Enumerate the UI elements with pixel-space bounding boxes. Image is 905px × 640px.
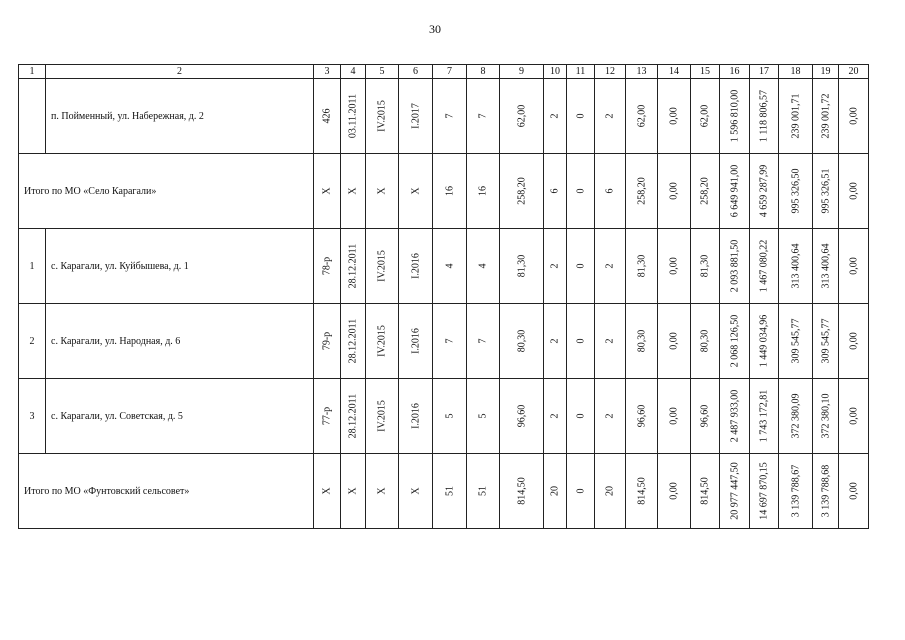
value-text: 239 001,71	[790, 93, 801, 139]
value-cell	[366, 379, 399, 454]
value-text: IV.2015	[376, 250, 388, 282]
value-cell	[813, 379, 839, 454]
value-cell	[720, 379, 750, 454]
value-text: 7	[444, 113, 455, 119]
value-text: 0,00	[668, 407, 680, 425]
value-cell	[433, 154, 467, 229]
value-text: IV.2015	[376, 325, 388, 357]
value-cell	[813, 454, 839, 529]
value-cell	[813, 229, 839, 304]
value-text: 4 659 287,99	[758, 164, 770, 218]
value-text: 0,00	[668, 182, 680, 200]
column-number-cell: 7	[433, 65, 467, 79]
value-text: 2	[604, 113, 616, 119]
row-number: 3	[19, 379, 46, 454]
value-cell	[626, 154, 658, 229]
table-row	[19, 79, 869, 154]
value-cell	[366, 154, 399, 229]
value-text: 0,00	[848, 107, 859, 125]
value-cell	[750, 154, 779, 229]
total-label: Итого по МО «Село Карагали»	[19, 154, 314, 229]
value-cell	[691, 79, 720, 154]
value-cell	[720, 229, 750, 304]
value-cell	[779, 454, 813, 529]
row-number: 1	[19, 229, 46, 304]
address-cell: с. Карагали, ул. Куйбышева, д. 1	[46, 229, 314, 304]
value-cell	[691, 154, 720, 229]
value-cell	[500, 79, 544, 154]
value-cell	[567, 454, 595, 529]
value-cell	[813, 79, 839, 154]
value-cell	[658, 454, 691, 529]
value-cell	[779, 79, 813, 154]
value-text: 0,00	[668, 332, 680, 350]
value-text: 2	[604, 263, 616, 269]
value-cell	[720, 304, 750, 379]
value-text: 2	[604, 338, 616, 344]
column-number-cell: 3	[314, 65, 341, 79]
column-number-cell: 9	[500, 65, 544, 79]
table-row	[19, 304, 869, 379]
value-cell	[314, 154, 341, 229]
value-text: 2 068 126,50	[729, 314, 740, 368]
value-cell	[839, 229, 869, 304]
value-text: 80,30	[516, 329, 527, 353]
value-text: 2	[549, 113, 561, 119]
value-text: 1 118 806,57	[758, 89, 770, 143]
value-text: 0,00	[848, 482, 859, 500]
value-text: 62,00	[516, 104, 527, 128]
value-text: 78-р	[321, 256, 333, 276]
page-number: 30	[429, 22, 441, 36]
value-text: 7	[477, 113, 489, 119]
value-text: Х	[347, 187, 359, 195]
value-text: 0,00	[848, 257, 859, 275]
value-text: 81,30	[636, 254, 647, 278]
value-text: 96,60	[636, 404, 647, 428]
value-text: 2	[549, 263, 561, 269]
column-number-cell: 14	[658, 65, 691, 79]
column-number-cell: 11	[567, 65, 595, 79]
value-text: 239 001,72	[820, 93, 831, 139]
value-cell	[691, 229, 720, 304]
value-text: IV.2015	[376, 100, 388, 132]
value-text: 0,00	[848, 407, 859, 425]
value-text: 3 139 788,67	[790, 464, 801, 518]
value-cell	[595, 79, 626, 154]
value-text: 6	[604, 188, 616, 194]
value-text: 2 093 881,50	[729, 239, 740, 293]
value-cell	[433, 454, 467, 529]
value-text: I.2017	[410, 103, 421, 129]
value-cell	[500, 154, 544, 229]
value-cell	[595, 154, 626, 229]
value-text: 81,30	[699, 254, 711, 278]
column-number-cell: 10	[544, 65, 567, 79]
total-row	[19, 454, 869, 529]
value-text: I.2016	[410, 403, 421, 429]
value-cell	[544, 229, 567, 304]
value-cell	[813, 154, 839, 229]
value-cell	[341, 79, 366, 154]
value-cell	[544, 379, 567, 454]
value-cell	[341, 154, 366, 229]
value-text: 4	[477, 263, 489, 269]
value-text: 258,20	[516, 177, 527, 205]
value-cell	[779, 154, 813, 229]
value-text: 14 697 870,15	[758, 462, 770, 520]
value-cell	[779, 304, 813, 379]
value-text: 313 400,64	[790, 243, 801, 289]
total-row	[19, 154, 869, 229]
value-text: 16	[444, 186, 455, 196]
value-text: 79-р	[321, 331, 333, 351]
value-cell	[366, 454, 399, 529]
value-cell	[658, 154, 691, 229]
value-text: 0,00	[668, 482, 680, 500]
value-cell	[366, 229, 399, 304]
value-text: 309 545,77	[790, 318, 801, 364]
value-cell	[341, 229, 366, 304]
value-text: 0	[575, 188, 586, 194]
value-text: 4	[444, 263, 455, 269]
column-number-row	[19, 65, 869, 79]
value-cell	[658, 229, 691, 304]
table-row	[19, 229, 869, 304]
column-number-cell: 18	[779, 65, 813, 79]
value-cell	[366, 304, 399, 379]
column-number-cell: 2	[46, 65, 314, 79]
value-cell	[658, 379, 691, 454]
value-cell	[750, 454, 779, 529]
column-number-cell: 13	[626, 65, 658, 79]
column-number-cell: 5	[366, 65, 399, 79]
value-cell	[399, 454, 433, 529]
value-text: 80,30	[699, 329, 711, 353]
value-text: 20	[549, 486, 561, 496]
value-text: 0,00	[848, 182, 859, 200]
value-text: 814,50	[516, 477, 527, 505]
value-cell	[626, 454, 658, 529]
value-text: 0	[575, 263, 586, 269]
value-cell	[500, 379, 544, 454]
value-cell	[779, 229, 813, 304]
value-cell	[691, 304, 720, 379]
value-cell	[567, 304, 595, 379]
value-text: 6 649 941,00	[729, 164, 740, 218]
value-cell	[433, 304, 467, 379]
value-cell	[567, 229, 595, 304]
value-cell	[500, 304, 544, 379]
value-text: 62,00	[636, 104, 647, 128]
value-text: 96,60	[516, 404, 527, 428]
address-cell: п. Пойменный, ул. Набережная, д. 2	[46, 79, 314, 154]
value-text: 309 545,77	[820, 318, 831, 364]
value-text: 81,30	[516, 254, 527, 278]
value-text: 258,20	[636, 177, 647, 205]
value-cell	[500, 454, 544, 529]
column-number-cell: 15	[691, 65, 720, 79]
column-number-cell: 4	[341, 65, 366, 79]
value-text: Х	[410, 187, 421, 195]
value-cell	[658, 79, 691, 154]
column-number-cell: 1	[19, 65, 46, 79]
value-text: 1 743 172,81	[758, 389, 770, 443]
value-cell	[341, 304, 366, 379]
value-text: 1 596 810,00	[729, 89, 740, 143]
value-text: I.2016	[410, 253, 421, 279]
value-cell	[750, 229, 779, 304]
value-cell	[567, 79, 595, 154]
value-text: 372 380,10	[820, 393, 831, 439]
value-cell	[433, 379, 467, 454]
value-text: 1 449 034,96	[758, 314, 770, 368]
value-text: 2	[604, 413, 616, 419]
value-text: 0,00	[848, 332, 859, 350]
value-cell	[544, 304, 567, 379]
value-cell	[500, 229, 544, 304]
address-cell: с. Карагали, ул. Народная, д. 6	[46, 304, 314, 379]
value-cell	[595, 229, 626, 304]
column-number-cell: 17	[750, 65, 779, 79]
value-cell	[467, 229, 500, 304]
value-cell	[720, 454, 750, 529]
value-text: Х	[347, 487, 359, 495]
value-cell	[399, 304, 433, 379]
value-text: 426	[321, 108, 333, 124]
value-cell	[567, 154, 595, 229]
value-text: 0,00	[668, 257, 680, 275]
value-cell	[314, 304, 341, 379]
value-text: 995 326,51	[820, 168, 831, 214]
value-text: 0	[575, 338, 586, 344]
value-text: 96,60	[699, 404, 711, 428]
value-text: Х	[410, 487, 421, 495]
value-text: Х	[321, 187, 333, 195]
value-text: 80,30	[636, 329, 647, 353]
value-cell	[839, 304, 869, 379]
value-cell	[314, 454, 341, 529]
value-cell	[567, 379, 595, 454]
value-text: 5	[444, 413, 455, 419]
value-cell	[433, 229, 467, 304]
value-cell	[467, 154, 500, 229]
column-number-cell: 8	[467, 65, 500, 79]
value-cell	[839, 454, 869, 529]
value-text: Х	[376, 187, 388, 195]
value-cell	[467, 379, 500, 454]
value-cell	[626, 379, 658, 454]
value-text: 372 380,09	[790, 393, 801, 439]
value-cell	[595, 379, 626, 454]
value-cell	[467, 304, 500, 379]
column-number-cell: 12	[595, 65, 626, 79]
value-cell	[399, 154, 433, 229]
value-cell	[626, 79, 658, 154]
value-cell	[839, 79, 869, 154]
value-text: 20 977 447,50	[729, 462, 740, 520]
value-cell	[433, 79, 467, 154]
value-cell	[544, 154, 567, 229]
column-number-cell: 19	[813, 65, 839, 79]
value-cell	[658, 304, 691, 379]
value-text: 28.12.2011	[347, 393, 359, 439]
value-cell	[314, 379, 341, 454]
value-text: 28.12.2011	[347, 318, 359, 364]
value-text: 51	[477, 486, 489, 496]
value-text: 28.12.2011	[347, 243, 359, 289]
value-cell	[720, 79, 750, 154]
value-cell	[399, 79, 433, 154]
value-cell	[750, 79, 779, 154]
value-text: Х	[321, 487, 333, 495]
value-text: 313 400,64	[820, 243, 831, 289]
value-text: 1 467 080,22	[758, 239, 770, 293]
value-text: 3 139 788,68	[820, 464, 831, 518]
value-cell	[341, 454, 366, 529]
value-text: 995 326,50	[790, 168, 801, 214]
value-text: 03.11.2011	[347, 93, 359, 139]
value-cell	[720, 154, 750, 229]
address-cell: с. Карагали, ул. Советская, д. 5	[46, 379, 314, 454]
column-number-cell: 6	[399, 65, 433, 79]
value-cell	[341, 379, 366, 454]
value-text: 0,00	[668, 107, 680, 125]
value-text: 2 487 933,00	[729, 389, 740, 443]
value-text: 0	[575, 488, 586, 494]
value-text: 258,20	[699, 177, 711, 205]
value-text: 77-р	[321, 406, 333, 426]
value-text: 2	[549, 338, 561, 344]
value-text: 814,50	[636, 477, 647, 505]
value-cell	[314, 79, 341, 154]
value-cell	[839, 154, 869, 229]
table-row	[19, 379, 869, 454]
value-text: 16	[477, 186, 489, 196]
value-text: 7	[477, 338, 489, 344]
value-text: Х	[376, 487, 388, 495]
value-cell	[314, 229, 341, 304]
value-text: 0	[575, 413, 586, 419]
value-cell	[626, 304, 658, 379]
value-text: 0	[575, 113, 586, 119]
value-cell	[813, 304, 839, 379]
value-text: 2	[549, 413, 561, 419]
value-cell	[399, 379, 433, 454]
column-number-cell: 16	[720, 65, 750, 79]
value-cell	[750, 304, 779, 379]
value-cell	[366, 79, 399, 154]
value-cell	[691, 454, 720, 529]
row-number	[19, 79, 46, 154]
value-cell	[595, 454, 626, 529]
value-text: 20	[604, 486, 616, 496]
value-cell	[467, 79, 500, 154]
row-number: 2	[19, 304, 46, 379]
column-number-cell: 20	[839, 65, 869, 79]
value-text: I.2016	[410, 328, 421, 354]
value-cell	[779, 379, 813, 454]
value-cell	[595, 304, 626, 379]
value-text: 814,50	[699, 477, 711, 505]
value-text: 51	[444, 486, 455, 496]
value-text: 5	[477, 413, 489, 419]
value-cell	[750, 379, 779, 454]
value-cell	[399, 229, 433, 304]
value-cell	[839, 379, 869, 454]
value-cell	[691, 379, 720, 454]
value-cell	[467, 454, 500, 529]
value-cell	[544, 79, 567, 154]
value-cell	[544, 454, 567, 529]
value-cell	[626, 229, 658, 304]
value-text: 7	[444, 338, 455, 344]
total-label: Итого по МО «Фунтовский сельсовет»	[19, 454, 314, 529]
value-text: 6	[549, 188, 561, 194]
housing-program-table	[18, 64, 869, 529]
value-text: IV.2015	[376, 400, 388, 432]
value-text: 62,00	[699, 104, 711, 128]
